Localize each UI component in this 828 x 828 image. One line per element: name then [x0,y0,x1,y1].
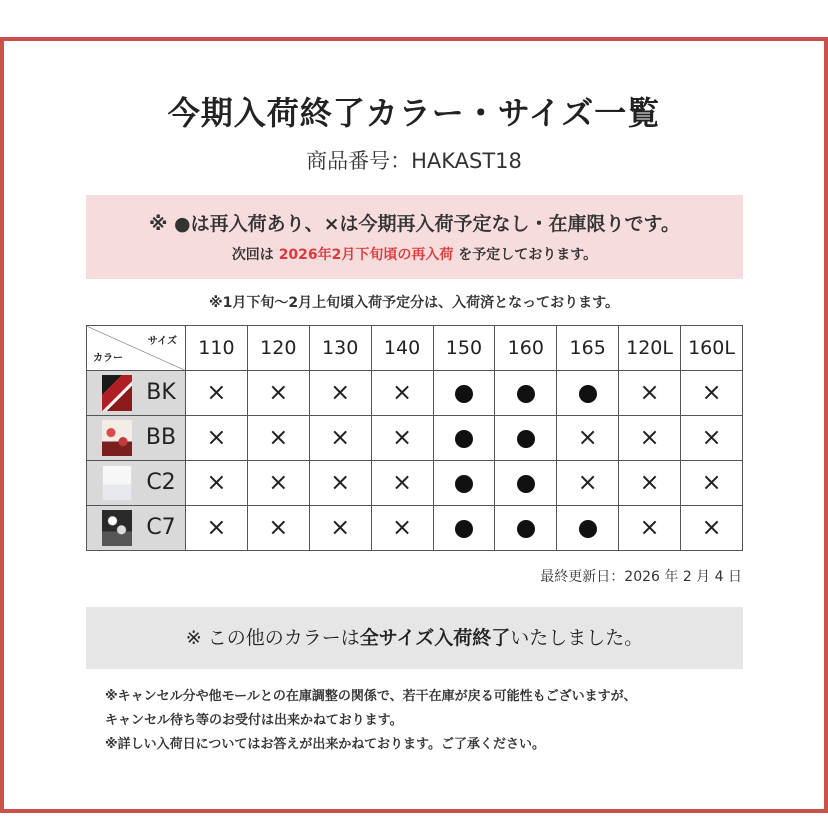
no-restock-cross: × [268,468,289,496]
last-updated: 最終更新日：2026 年 2 月 4 日 [540,569,742,585]
stock-cell [371,371,433,416]
notice-pre: 次回は [231,247,274,263]
restock-dot-icon [579,385,597,403]
stock-cell [681,506,743,551]
notice-next-restock [86,244,743,264]
restock-dot-icon [579,520,597,538]
stock-cell [309,416,371,461]
bb-kimono-swatch [102,420,132,456]
stock-cell [247,416,309,461]
color-code: C7 [146,515,176,540]
stock-cell [247,506,309,551]
stock-cell [186,506,248,551]
stock-cell [309,371,371,416]
stock-cell [557,506,619,551]
size-header-165: 165 [557,326,619,371]
stock-cell [309,506,371,551]
restock-dot-icon [455,385,473,403]
restock-dot-icon [517,430,535,448]
size-header-120: 120 [247,326,309,371]
stock-cell [433,461,495,506]
no-restock-cross: × [392,468,413,496]
corner-size-label: サイズ [147,336,177,347]
notice-legend: ※ ●は再入荷あり、×は今期再入荷予定なし・在庫限りです。 [148,213,681,235]
color-cell [87,506,186,551]
stock-cell [247,461,309,506]
notice-post: を予定しております。 [458,247,598,263]
stock-cell [186,371,248,416]
restock-dot-icon [517,385,535,403]
stock-cell [619,461,681,506]
no-restock-cross: × [392,513,413,541]
stock-cell [247,371,309,416]
notice-restock-date: 2026年2月下旬頃の再入荷 [278,247,454,263]
stock-cell [309,461,371,506]
size-header-160: 160 [495,326,557,371]
size-header-160L: 160L [681,326,743,371]
stock-cell [433,416,495,461]
no-restock-cross: × [701,423,722,451]
end-notice-pre: ※ この他のカラーは [185,627,360,649]
no-restock-cross: × [330,378,351,406]
no-restock-cross: × [268,378,289,406]
table-corner [87,326,186,371]
stock-cell [681,371,743,416]
stock-cell [186,416,248,461]
color-row-c7 [87,506,743,551]
stock-cell [619,506,681,551]
size-header-130: 130 [309,326,371,371]
stock-cell [557,371,619,416]
size-header-120L: 120L [619,326,681,371]
no-restock-cross: × [330,513,351,541]
footnote-line: キャンセル待ち等のお受付は出来かねております。 [105,713,403,728]
arrival-note: ※1月下旬〜2月上旬頃入荷予定分は、入荷済となっております。 [209,295,619,311]
color-code: BK [146,380,176,405]
color-code: BB [145,425,177,450]
no-restock-cross: × [206,423,227,451]
stock-cell [495,371,557,416]
stock-cell [557,461,619,506]
stock-cell [495,461,557,506]
no-restock-cross: × [701,513,722,541]
end-notice-post: いたしました。 [510,627,644,649]
no-restock-cross: × [639,513,660,541]
no-restock-cross: × [268,423,289,451]
restock-dot-icon [517,520,535,538]
restock-dot-icon [455,475,473,493]
stock-cell [557,416,619,461]
footnote-line: ※キャンセル分や他モールとの在庫調整の関係で、若干在庫が戻る可能性もございますが、 [105,689,637,704]
corner-color-label: カラー [93,353,123,364]
color-row-c2 [87,461,743,506]
no-restock-cross: × [268,513,289,541]
color-code: C2 [146,470,176,495]
no-restock-cross: × [639,378,660,406]
no-restock-cross: × [639,468,660,496]
end-notice [86,607,743,669]
footnote-line: ※詳しい入荷日についてはお答えが出来かねております。ご了承ください。 [105,737,546,752]
page-title: 今期入荷終了カラー・サイズ一覧 [167,94,661,132]
no-restock-cross: × [206,468,227,496]
bk-kimono-swatch [102,375,132,411]
size-header-150: 150 [433,326,495,371]
stock-cell [433,506,495,551]
footnotes [105,685,637,757]
stock-cell [619,416,681,461]
size-header-140: 140 [371,326,433,371]
stock-cell [186,461,248,506]
color-row-bk [87,371,743,416]
no-restock-cross: × [392,423,413,451]
no-restock-cross: × [639,423,660,451]
stock-cell [371,416,433,461]
color-row-bb [87,416,743,461]
no-restock-cross: × [392,378,413,406]
restock-notice [86,195,743,279]
color-cell [87,416,186,461]
size-header-row [87,326,743,371]
stock-cell [619,371,681,416]
c7-kimono-swatch [102,510,132,546]
stock-cell [371,506,433,551]
restock-dot-icon [455,520,473,538]
color-cell [87,371,186,416]
no-restock-cross: × [577,468,598,496]
stock-cell [495,506,557,551]
no-restock-cross: × [206,378,227,406]
stock-cell [433,371,495,416]
stock-cell [681,461,743,506]
stock-cell [681,416,743,461]
no-restock-cross: × [206,513,227,541]
stock-table-body [87,371,743,551]
no-restock-cross: × [330,423,351,451]
stock-cell [495,416,557,461]
no-restock-cross: × [330,468,351,496]
product-number: 商品番号：HAKAST18 [306,149,522,173]
size-header-110: 110 [186,326,248,371]
c2-kimono-swatch [102,465,132,501]
no-restock-cross: × [701,468,722,496]
restock-dot-icon [455,430,473,448]
no-restock-cross: × [577,423,598,451]
color-cell [87,461,186,506]
no-restock-cross: × [701,378,722,406]
stock-cell [371,461,433,506]
stock-table [86,325,743,551]
restock-dot-icon [517,475,535,493]
end-notice-bold: 全サイズ入荷終了 [359,627,511,649]
